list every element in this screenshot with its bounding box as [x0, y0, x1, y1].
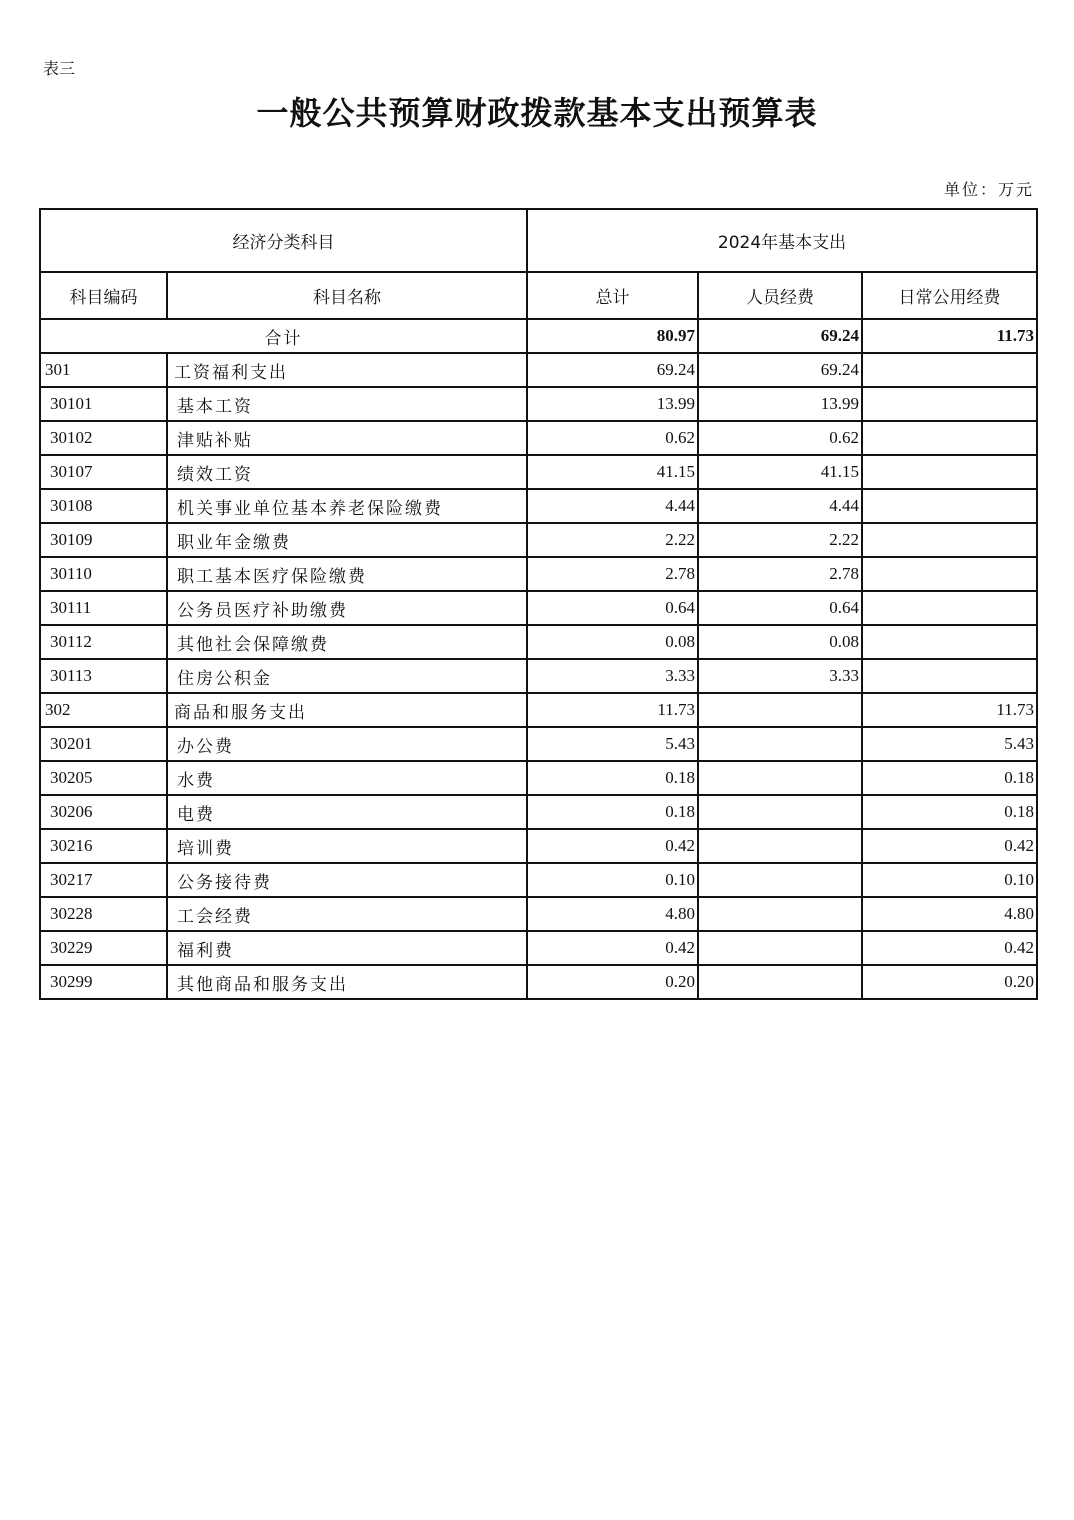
cell-total: 5.43 — [527, 727, 698, 761]
total-personnel: 69.24 — [698, 319, 862, 353]
cell-code: 30299 — [40, 965, 167, 999]
cell-public — [862, 625, 1037, 659]
cell-code: 301 — [40, 353, 167, 387]
cell-public: 0.20 — [862, 965, 1037, 999]
cell-name: 工会经费 — [167, 897, 527, 931]
table-row — [40, 897, 1037, 931]
column-header-name: 科目名称 — [167, 272, 527, 319]
cell-personnel: 3.33 — [698, 659, 862, 693]
cell-public — [862, 523, 1037, 557]
cell-name: 电费 — [167, 795, 527, 829]
cell-personnel: 0.64 — [698, 591, 862, 625]
table-row — [40, 829, 1037, 863]
cell-personnel — [698, 761, 862, 795]
cell-total: 0.64 — [527, 591, 698, 625]
cell-name: 商品和服务支出 — [167, 693, 527, 727]
budget-table — [39, 208, 1038, 1000]
cell-code: 30228 — [40, 897, 167, 931]
cell-public: 0.42 — [862, 829, 1037, 863]
cell-public: 11.73 — [862, 693, 1037, 727]
cell-code: 30112 — [40, 625, 167, 659]
cell-personnel: 2.22 — [698, 523, 862, 557]
cell-personnel — [698, 829, 862, 863]
cell-personnel: 2.78 — [698, 557, 862, 591]
table-row — [40, 795, 1037, 829]
cell-total: 69.24 — [527, 353, 698, 387]
cell-code: 30108 — [40, 489, 167, 523]
cell-personnel — [698, 965, 862, 999]
column-header-code: 科目编码 — [40, 272, 167, 319]
group-header-economic-category: 经济分类科目 — [40, 209, 527, 272]
cell-name: 职工基本医疗保险缴费 — [167, 557, 527, 591]
cell-personnel: 41.15 — [698, 455, 862, 489]
table-row — [40, 863, 1037, 897]
cell-code: 30102 — [40, 421, 167, 455]
cell-total: 0.62 — [527, 421, 698, 455]
cell-name: 水费 — [167, 761, 527, 795]
cell-personnel — [698, 693, 862, 727]
cell-name: 福利费 — [167, 931, 527, 965]
cell-public — [862, 353, 1037, 387]
cell-personnel: 0.62 — [698, 421, 862, 455]
total-sum: 80.97 — [527, 319, 698, 353]
cell-code: 30107 — [40, 455, 167, 489]
total-label: 合计 — [40, 319, 527, 353]
header-row-group — [40, 209, 1037, 272]
cell-code: 30201 — [40, 727, 167, 761]
table-row — [40, 591, 1037, 625]
group-header-basic-expenditure: 2024年基本支出 — [527, 209, 1037, 272]
cell-personnel — [698, 931, 862, 965]
cell-name: 公务接待费 — [167, 863, 527, 897]
cell-public: 4.80 — [862, 897, 1037, 931]
table-row — [40, 693, 1037, 727]
cell-public — [862, 421, 1037, 455]
cell-personnel — [698, 863, 862, 897]
cell-name: 其他商品和服务支出 — [167, 965, 527, 999]
table-row — [40, 727, 1037, 761]
cell-name: 津贴补贴 — [167, 421, 527, 455]
table-row — [40, 931, 1037, 965]
cell-name: 住房公积金 — [167, 659, 527, 693]
cell-total: 11.73 — [527, 693, 698, 727]
total-row — [40, 319, 1037, 353]
cell-public: 0.10 — [862, 863, 1037, 897]
column-header-total: 总计 — [527, 272, 698, 319]
cell-personnel: 4.44 — [698, 489, 862, 523]
cell-code: 30101 — [40, 387, 167, 421]
cell-name: 机关事业单位基本养老保险缴费 — [167, 489, 527, 523]
table-row — [40, 455, 1037, 489]
cell-personnel: 69.24 — [698, 353, 862, 387]
cell-total: 4.44 — [527, 489, 698, 523]
cell-personnel: 0.08 — [698, 625, 862, 659]
table-row — [40, 523, 1037, 557]
cell-code: 30113 — [40, 659, 167, 693]
cell-total: 13.99 — [527, 387, 698, 421]
cell-code: 30206 — [40, 795, 167, 829]
cell-personnel — [698, 897, 862, 931]
cell-name: 培训费 — [167, 829, 527, 863]
table-row — [40, 557, 1037, 591]
cell-total: 0.42 — [527, 829, 698, 863]
cell-personnel: 13.99 — [698, 387, 862, 421]
column-header-personnel: 人员经费 — [698, 272, 862, 319]
cell-code: 30109 — [40, 523, 167, 557]
table-row — [40, 761, 1037, 795]
cell-public — [862, 557, 1037, 591]
cell-public — [862, 591, 1037, 625]
cell-personnel — [698, 795, 862, 829]
total-public: 11.73 — [862, 319, 1037, 353]
table-row — [40, 489, 1037, 523]
page-title: 一般公共预算财政拨款基本支出预算表 — [256, 94, 818, 132]
cell-name: 其他社会保障缴费 — [167, 625, 527, 659]
table-row — [40, 353, 1037, 387]
cell-total: 41.15 — [527, 455, 698, 489]
cell-public: 0.18 — [862, 761, 1037, 795]
cell-name: 职业年金缴费 — [167, 523, 527, 557]
cell-name: 绩效工资 — [167, 455, 527, 489]
cell-public — [862, 455, 1037, 489]
cell-public: 0.42 — [862, 931, 1037, 965]
table-number: 表三 — [43, 59, 76, 78]
cell-public — [862, 659, 1037, 693]
cell-code: 30217 — [40, 863, 167, 897]
cell-public: 0.18 — [862, 795, 1037, 829]
table-row — [40, 387, 1037, 421]
unit-label: 单位：万元 — [943, 180, 1034, 199]
table-row — [40, 625, 1037, 659]
cell-total: 2.78 — [527, 557, 698, 591]
cell-code: 30216 — [40, 829, 167, 863]
cell-total: 0.18 — [527, 795, 698, 829]
cell-total: 0.18 — [527, 761, 698, 795]
cell-code: 30111 — [40, 591, 167, 625]
cell-name: 基本工资 — [167, 387, 527, 421]
cell-total: 2.22 — [527, 523, 698, 557]
table-row — [40, 421, 1037, 455]
table-row — [40, 659, 1037, 693]
cell-total: 3.33 — [527, 659, 698, 693]
cell-name: 公务员医疗补助缴费 — [167, 591, 527, 625]
cell-total: 0.20 — [527, 965, 698, 999]
cell-public — [862, 489, 1037, 523]
cell-name: 工资福利支出 — [167, 353, 527, 387]
cell-personnel — [698, 727, 862, 761]
cell-code: 30205 — [40, 761, 167, 795]
header-row-columns — [40, 272, 1037, 319]
table-row — [40, 965, 1037, 999]
cell-public: 5.43 — [862, 727, 1037, 761]
cell-total: 4.80 — [527, 897, 698, 931]
cell-code: 30110 — [40, 557, 167, 591]
cell-name: 办公费 — [167, 727, 527, 761]
cell-code: 302 — [40, 693, 167, 727]
cell-total: 0.08 — [527, 625, 698, 659]
cell-total: 0.42 — [527, 931, 698, 965]
cell-public — [862, 387, 1037, 421]
column-header-public: 日常公用经费 — [862, 272, 1037, 319]
cell-total: 0.10 — [527, 863, 698, 897]
cell-code: 30229 — [40, 931, 167, 965]
